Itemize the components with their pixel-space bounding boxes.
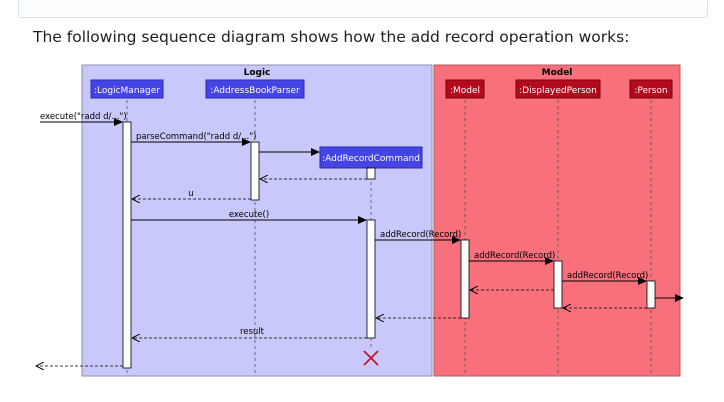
participant-logic-manager — [91, 80, 163, 98]
participant-address-book-parser-label: :AddressBookParser — [210, 86, 300, 96]
model-group-title: Model — [541, 68, 573, 78]
participant-person-label: :Person — [634, 86, 668, 96]
message-result: result — [239, 327, 265, 337]
participant-displayed-person — [516, 80, 600, 98]
participant-model — [446, 80, 484, 98]
activation-logic-manager — [123, 122, 131, 368]
participant-address-book-parser — [206, 80, 304, 98]
activation-address-book-parser — [251, 142, 259, 200]
message-add-record-model: addRecord(Record) — [380, 230, 462, 240]
message-execute: execute() — [228, 210, 270, 220]
message-parse-command: parseCommand("radd d/...") — [136, 132, 257, 142]
message-add-record-person: addRecord(Record) — [567, 271, 649, 281]
message-execute-call: execute("radd d/...") — [40, 112, 127, 122]
activation-person — [647, 281, 655, 308]
message-add-record-displayed: addRecord(Record) — [474, 251, 556, 261]
participant-model-label: :Model — [449, 86, 481, 96]
activation-model — [461, 240, 469, 318]
diagram-caption: The following sequence diagram shows how the add record operation works: — [33, 28, 630, 46]
activation-add-record-command-init — [367, 168, 375, 179]
activation-add-record-command — [367, 220, 375, 338]
participant-person — [630, 80, 672, 98]
activation-displayed-person — [554, 261, 562, 308]
message-parser-return: u — [188, 189, 194, 199]
participant-logic-manager-label: :LogicManager — [93, 86, 161, 96]
logic-group-title: Logic — [243, 68, 271, 78]
participant-add-record-command — [320, 147, 422, 168]
model-group — [434, 65, 680, 376]
participant-add-record-command-label: :AddRecordCommand — [322, 154, 420, 164]
participant-displayed-person-label: :DisplayedPerson — [519, 86, 597, 96]
